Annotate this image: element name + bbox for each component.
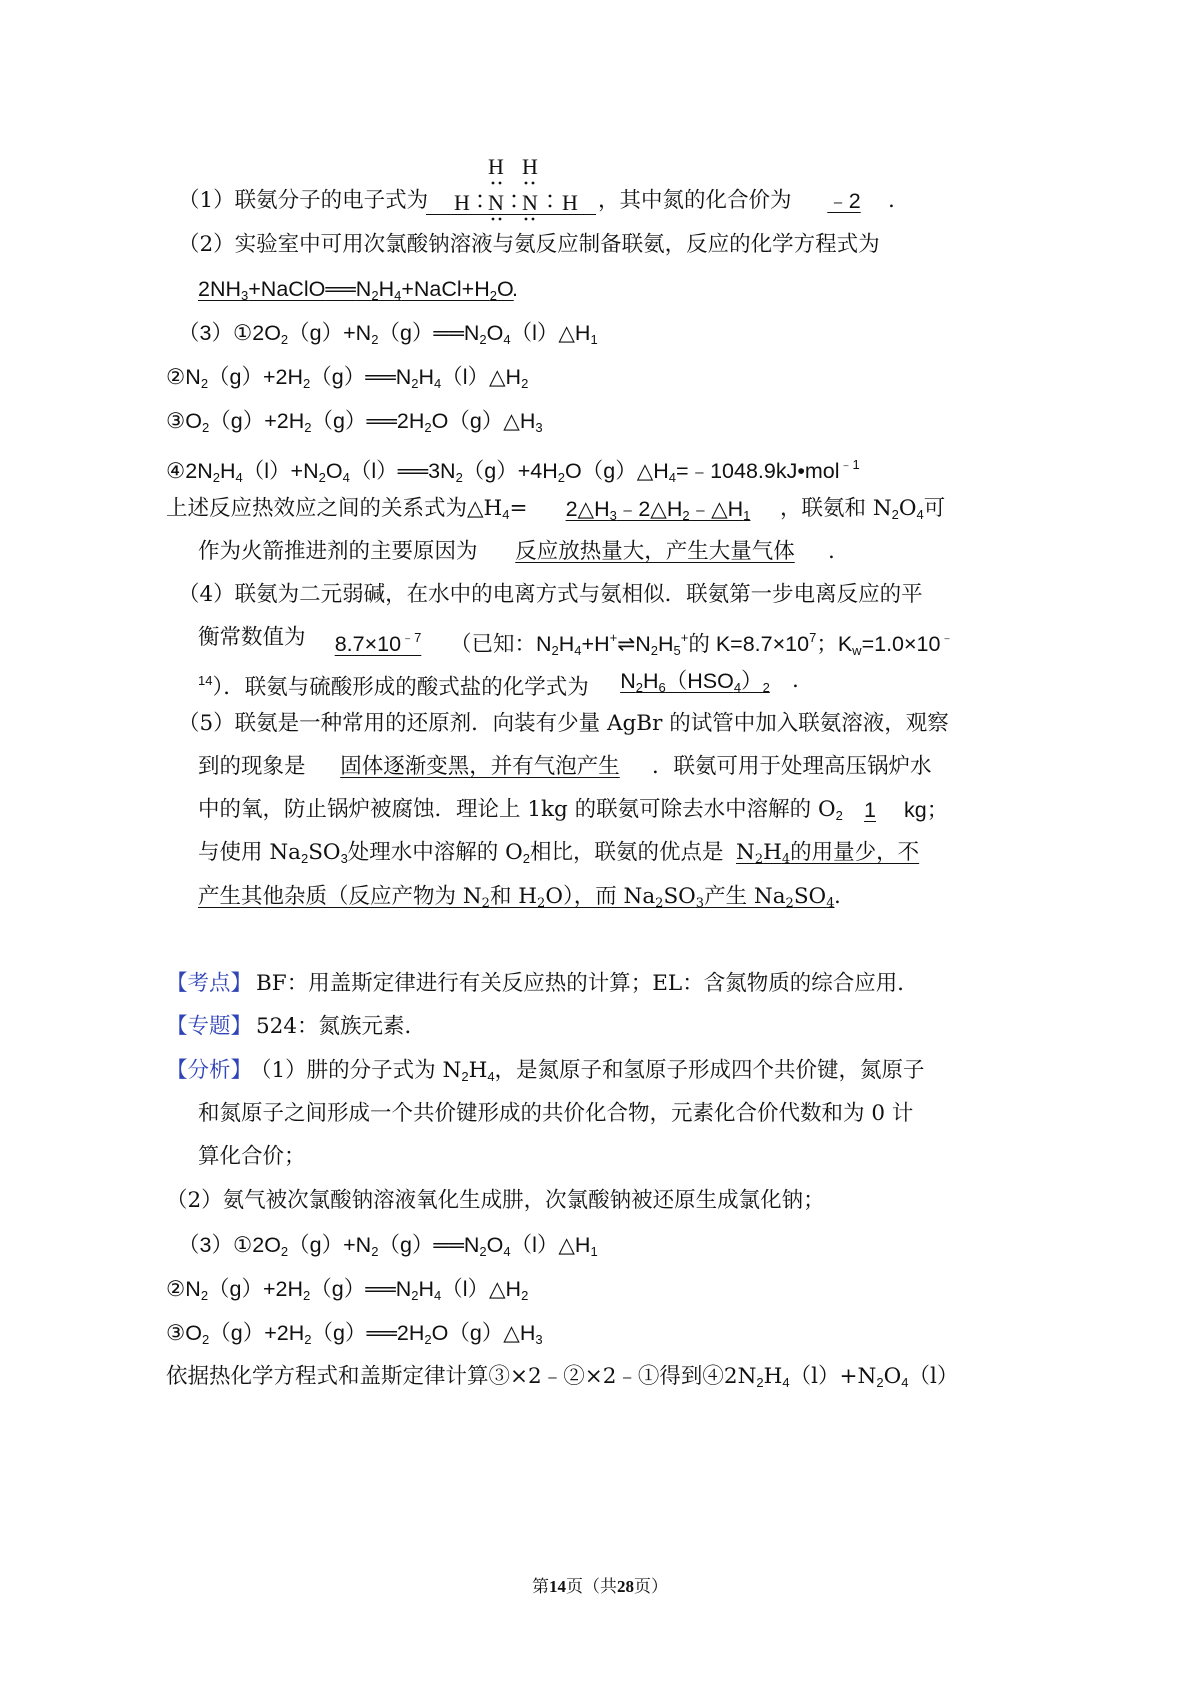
q4-salt-answer: $N_2H_6(HSO_4)_2$ <box>620 669 770 695</box>
lewis-n-2: N <box>522 190 538 215</box>
q5-advantage-answer: $N_2H_4$的用量少，不 <box>736 840 920 867</box>
q1-label: （1）联氨分子的电子式为 <box>178 188 429 213</box>
kaodian-tag: 【考点】 <box>166 971 253 996</box>
zhuanti-text: 524：氮族元素． <box>256 1014 427 1039</box>
q1-answer: ﹣2 <box>827 189 861 213</box>
q2-text: （2）实验室中可用次氯酸钠溶液与氨反应制备联氨，反应的化学方程式为 <box>178 232 880 257</box>
q1-mid: ，其中氮的化合价为 <box>598 188 792 213</box>
page-number: 14 <box>549 1577 566 1596</box>
q4-answer: $8.7\times 10^{﹣7}$ <box>334 630 422 656</box>
lewis-h-left: H <box>454 190 470 215</box>
q5-advantage-answer-cont: 产生其他杂质（反应产物为 $N_2$和 $H_2O$），而 $Na_2SO_3$产生 $Na_2SO_4$ <box>198 884 835 911</box>
q1-end: . <box>888 188 895 213</box>
page-total: 28 <box>617 1577 634 1596</box>
q1-lewis-blank <box>426 190 596 215</box>
page-footer: 第14页（共28页） <box>532 1577 668 1597</box>
kaodian-text: BF：用盖斯定律进行有关反应热的计算；EL：含氮物质的综合应用． <box>256 971 919 996</box>
q5-phenomenon-answer: 固体逐渐变黑，并有气泡产生 <box>340 754 620 779</box>
lewis-n-1: N <box>488 190 504 215</box>
lewis-h-top-2: H <box>522 154 538 179</box>
q3-reason-answer: 反应放热量大，产生大量气体 <box>515 539 795 564</box>
q2-end: . <box>512 277 518 301</box>
fenxi-tag: 【分析】 <box>166 1058 253 1083</box>
lewis-h-right: H <box>562 190 578 215</box>
q5-mass-answer: 1 <box>864 798 876 822</box>
lewis-h-top-1: H <box>488 154 504 179</box>
q2-answer: $2NH_3+NaClO══N_2H_4+NaCl+H_2O$ <box>198 277 514 303</box>
q3-relation-answer: $2\triangle H_3﹣2\triangle H_2﹣\triangle H_1$ <box>565 497 751 523</box>
zhuanti-tag: 【专题】 <box>166 1014 253 1039</box>
